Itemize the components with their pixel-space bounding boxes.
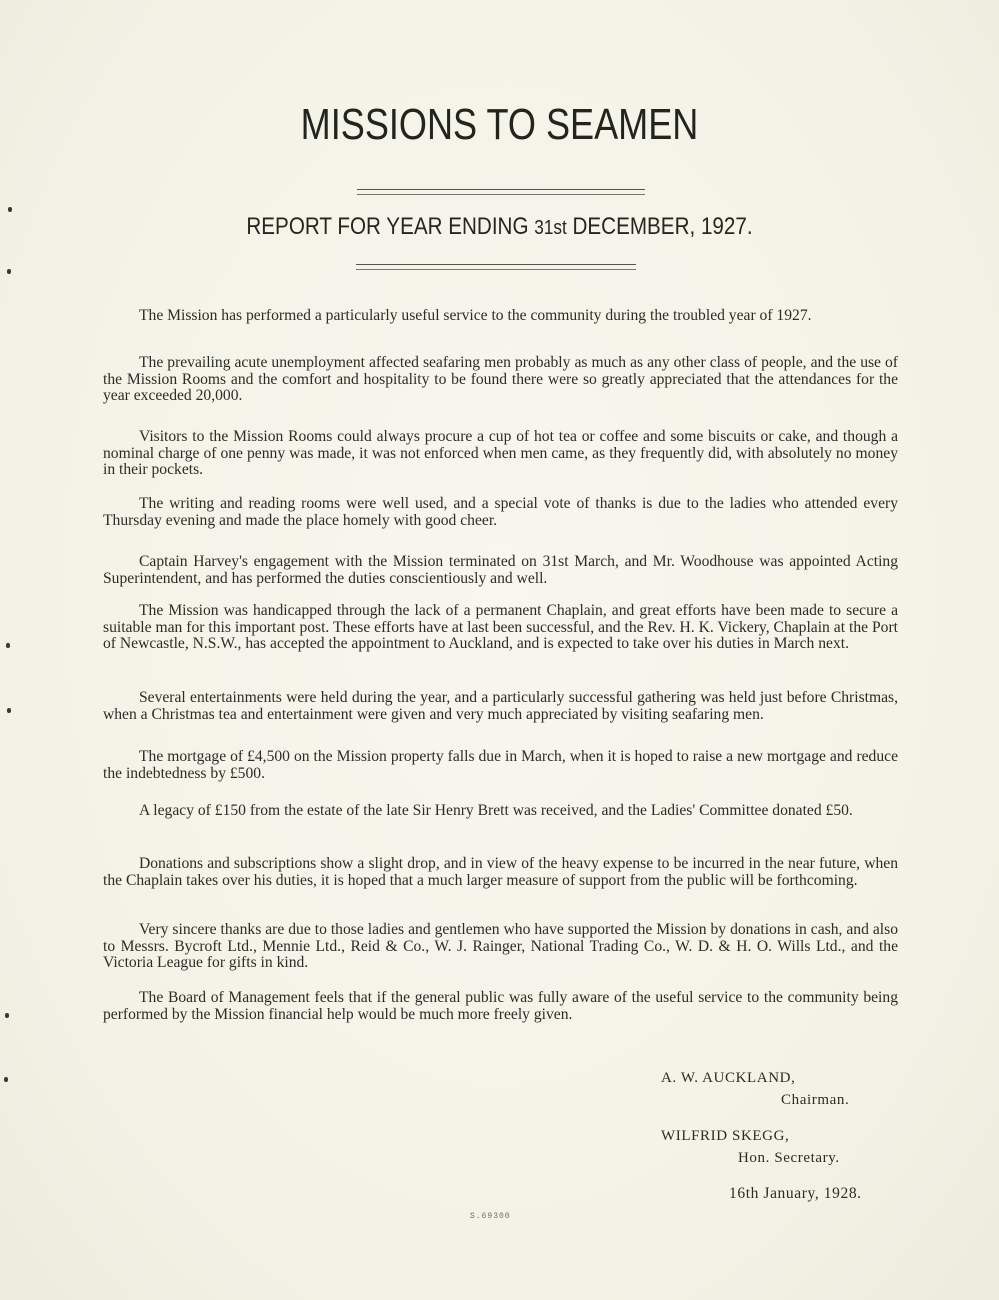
document-title: MISSIONS TO SEAMEN [300,100,699,149]
binding-mark [5,1013,9,1018]
paragraph: The Board of Management feels that if the general public was fully aware of the useful service to the community being performed by the Mission financial help would be much more freely given. [103,989,898,1023]
binding-mark [7,269,11,274]
paragraph: The Mission was handicapped through the lack of a permanent Chaplain, and great efforts have been made to secure a suitable man for this important post. These efforts have at last been successful, and the Rev. H. K. Vickery, Chaplain at the Port of Newcastle, N.S.W., has accepted the appointment to Auckland, and is expected to take over his duties in March next. [103,602,898,652]
paragraph: The prevailing acute unemployment affected seafaring men probably as much as any other class of people, and the use of the Mission Rooms and the comfort and hospitality to be found there were so greatly appreciated that the attendances for the year exceeded 20,000. [103,354,898,404]
subtitle-day: 31st [534,217,567,239]
paragraph: Donations and subscriptions show a slight drop, and in view of the heavy expense to be incurred in the near future, when the Chaplain takes over his duties, it is hoped that a much larger measure of support from the public will be forthcoming. [103,855,898,889]
paragraph: The mortgage of £4,500 on the Mission property falls due in March, when it is hoped to raise a new mortgage and reduce the indebtedness by £500. [103,748,898,782]
paragraph: Very sincere thanks are due to those ladies and gentlemen who have supported the Mission by donations in cash, and also to Messrs. Bycroft Ltd., Mennie Ltd., Reid & Co., W. J. Rainger, National Trading Co., W. D. & H. O. Wills Ltd., and the Victoria League for gifts in kind. [103,921,898,971]
paragraph: The writing and reading rooms were well used, and a special vote of thanks is due to the ladies who attended every Thursday evening and made the place homely with good cheer. [103,495,898,529]
subtitle-suffix: DECEMBER, 1927. [566,213,753,240]
paragraph: Captain Harvey's engagement with the Mission terminated on 31st March, and Mr. Woodhouse was appointed Acting Superintendent, and has performed the duties conscientiously and well. [103,553,898,587]
paragraph: Visitors to the Mission Rooms could always procure a cup of hot tea or coffee and some biscuits or cake, and though a nominal charge of one penny was made, it was not enforced when men came, as they frequently did, with absolutely no money in their pockets. [103,428,898,478]
subtitle-prefix: REPORT FOR YEAR ENDING [246,213,535,240]
paragraph: A legacy of £150 from the estate of the late Sir Henry Brett was received, and the Ladies' Committee donated £50. [139,802,853,819]
signing-date: 16th January, 1928. [729,1185,862,1202]
binding-mark [6,643,10,648]
secretary-title: Hon. Secretary. [738,1150,840,1166]
paragraph: The Mission has performed a particularly useful service to the community during the troubled year of 1927. [139,307,812,324]
chairman-name: A. W. AUCKLAND, [661,1070,796,1086]
print-code: S.69300 [470,1212,511,1221]
report-subtitle [70,213,929,241]
chairman-title: Chairman. [781,1092,850,1108]
binding-mark [8,207,12,212]
subtitle-divider [356,264,636,270]
binding-mark [4,1077,8,1082]
binding-mark [7,708,11,713]
secretary-name: WILFRID SKEGG, [661,1128,790,1144]
paragraph: Several entertainments were held during the year, and a particularly successful gathering was held just before Christmas, when a Christmas tea and entertainment were given and very much appreciated by visiting seafaring men. [103,689,898,723]
title-divider [357,189,645,195]
